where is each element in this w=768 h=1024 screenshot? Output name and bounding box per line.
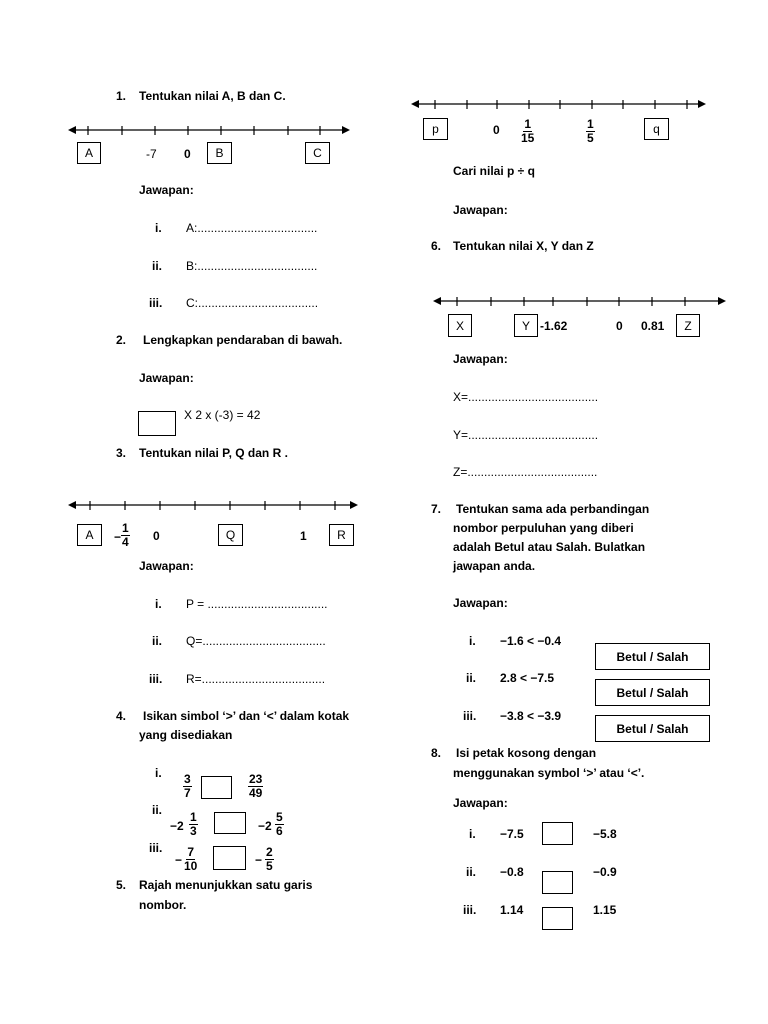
q4-i-right-fraction: $\frac{23}{49}$ [249, 772, 263, 800]
q5-label-zero: 0 [493, 123, 500, 137]
q1-box-c: C [305, 142, 330, 164]
q2-title: Lengkapkan pendaraban di bawah. [143, 333, 343, 347]
q6-title: Tentukan nilai X, Y dan Z [453, 239, 594, 253]
q3-answer-p: P = .................................... [186, 597, 328, 611]
q8-jawapan: Jawapan: [453, 796, 508, 810]
q8-line-1: Isi petak kosong dengan [456, 746, 597, 760]
q6-answer-y: Y=....................................... [453, 428, 599, 442]
q1-answer-b: B:.................................... [186, 259, 318, 273]
q6-label-neg162: -1.62 [540, 319, 568, 333]
q5-question: Cari nilai p ÷ q [453, 164, 535, 178]
q2-jawapan: Jawapan: [139, 371, 194, 385]
q1-title: Tentukan nilai A, B dan C. [139, 89, 286, 103]
q8-ii-right: −0.9 [593, 865, 617, 879]
q6-jawapan: Jawapan: [453, 352, 508, 366]
q2-answer-box[interactable] [138, 411, 176, 436]
q3-label-zero: 0 [153, 529, 160, 543]
q4-roman-2: ii. [152, 803, 163, 817]
q4-iii-right-fraction: $\frac{2}{5}$ [266, 845, 273, 873]
q6-number: 6. [431, 239, 442, 253]
q8-roman-3: iii. [463, 903, 477, 917]
q8-line-2: menggunakan symbol ‘>’ atau ‘<’. [453, 766, 645, 780]
q4-line-1: Isikan simbol ‘>’ dan ‘<’ dalam kotak [143, 709, 350, 723]
q8-ii-left: −0.8 [500, 865, 524, 879]
q3-jawapan: Jawapan: [139, 559, 194, 573]
q4-ii-right-whole: −2 [258, 819, 272, 833]
q1-number-line [68, 124, 350, 138]
q1-roman-2: ii. [152, 259, 163, 273]
q4-roman-3: iii. [149, 841, 163, 855]
q5-box-q: q [644, 118, 669, 140]
q6-label-zero: 0 [616, 319, 623, 333]
q4-iii-right-sign: − [255, 853, 263, 867]
q7-i-expression: −1.6 < −0.4 [500, 634, 562, 648]
q8-iii-right: 1.15 [593, 903, 617, 917]
q1-roman-3: iii. [149, 296, 163, 310]
q7-i-choice-betul-salah[interactable]: Betul / Salah [595, 643, 710, 670]
q6-box-z: Z [676, 314, 700, 337]
q8-i-left: −7.5 [500, 827, 524, 841]
q4-iii-left-fraction: $\frac{7}{10}$ [184, 845, 198, 873]
q1-label-neg7: -7 [146, 147, 157, 161]
q5-line-2: nombor. [139, 898, 187, 912]
q4-ii-right-fraction: $\frac{5}{6}$ [276, 810, 283, 838]
q5-jawapan: Jawapan: [453, 203, 508, 217]
q8-i-answer-box[interactable] [542, 822, 573, 845]
q7-number: 7. [431, 502, 442, 516]
q5-box-p: p [423, 118, 448, 140]
q8-iii-answer-box[interactable] [542, 907, 573, 930]
q1-number: 1. [116, 89, 127, 103]
q6-box-x: X [448, 314, 472, 337]
q3-number-line [68, 499, 358, 513]
q7-line-2: nombor perpuluhan yang diberi [453, 521, 634, 535]
q7-line-4: jawapan anda. [453, 559, 536, 573]
q3-label-one: 1 [300, 529, 307, 543]
q3-box-a: A [77, 524, 102, 546]
q5-fraction-one-fifteenth: $\frac{1}{15}$ [521, 117, 535, 145]
q7-roman-3: iii. [463, 709, 477, 723]
q6-answer-z: Z=....................................... [453, 465, 598, 479]
q3-negative-sign: − [114, 530, 122, 544]
q3-roman-3: iii. [149, 672, 163, 686]
q3-answer-q: Q=..................................... [186, 634, 326, 648]
q4-ii-left-fraction: $\frac{1}{3}$ [190, 810, 197, 838]
q7-roman-1: i. [469, 634, 476, 648]
q6-label-081: 0.81 [641, 319, 665, 333]
q8-roman-1: i. [469, 827, 476, 841]
q4-number: 4. [116, 709, 127, 723]
q3-title: Tentukan nilai P, Q dan R . [139, 446, 288, 460]
q3-box-r: R [329, 524, 354, 546]
q3-number: 3. [116, 446, 127, 460]
q4-line-2: yang disediakan [139, 728, 233, 742]
q7-line-1: Tentukan sama ada perbandingan [456, 502, 650, 516]
q4-ii-answer-box[interactable] [214, 812, 246, 834]
q7-iii-choice-betul-salah[interactable]: Betul / Salah [595, 715, 710, 742]
q6-box-y: Y [514, 314, 538, 337]
q3-fraction-numerator: 1 [122, 521, 129, 535]
q1-roman-1: i. [155, 221, 162, 235]
q1-answer-c: C:.................................... [186, 296, 319, 310]
q4-ii-left-whole: −2 [170, 819, 184, 833]
q3-answer-r: R=..................................... [186, 672, 326, 686]
q1-label-zero: 0 [184, 147, 191, 161]
q4-roman-1: i. [155, 766, 162, 780]
q4-iii-answer-box[interactable] [213, 846, 246, 870]
q7-ii-expression: 2.8 < −7.5 [500, 671, 555, 685]
q7-jawapan: Jawapan: [453, 596, 508, 610]
q7-ii-choice-betul-salah[interactable]: Betul / Salah [595, 679, 710, 706]
q2-number: 2. [116, 333, 127, 347]
q8-iii-left: 1.14 [500, 903, 524, 917]
q3-roman-1: i. [155, 597, 162, 611]
q8-i-right: −5.8 [593, 827, 617, 841]
q3-fraction-one-quarter [121, 522, 130, 549]
q8-roman-2: ii. [466, 865, 477, 879]
q8-ii-answer-box[interactable] [542, 871, 573, 894]
q7-iii-expression: −3.8 < −3.9 [500, 709, 562, 723]
q2-expression: X 2 x (-3) = 42 [184, 408, 261, 422]
q3-roman-2: ii. [152, 634, 163, 648]
q7-line-3: adalah Betul atau Salah. Bulatkan [453, 540, 646, 554]
q3-box-q: Q [218, 524, 243, 546]
q7-roman-2: ii. [466, 671, 477, 685]
q6-answer-x: X=....................................... [453, 390, 599, 404]
q4-i-answer-box[interactable] [201, 776, 232, 799]
q5-number-line [411, 98, 706, 112]
q5-number: 5. [116, 878, 127, 892]
q3-fraction-denominator: 4 [122, 535, 129, 549]
q1-box-a: A [77, 142, 101, 164]
q6-number-line [433, 295, 726, 309]
q1-jawapan: Jawapan: [139, 183, 194, 197]
q8-number: 8. [431, 746, 442, 760]
q1-answer-a: A:.................................... [186, 221, 318, 235]
q1-box-b: B [207, 142, 232, 164]
q5-line-1: Rajah menunjukkan satu garis [139, 878, 313, 892]
q4-i-left-fraction: $\frac{3}{7}$ [184, 772, 191, 800]
q5-fraction-one-fifth: $\frac{1}{5}$ [587, 117, 594, 145]
q4-iii-left-sign: − [175, 853, 183, 867]
